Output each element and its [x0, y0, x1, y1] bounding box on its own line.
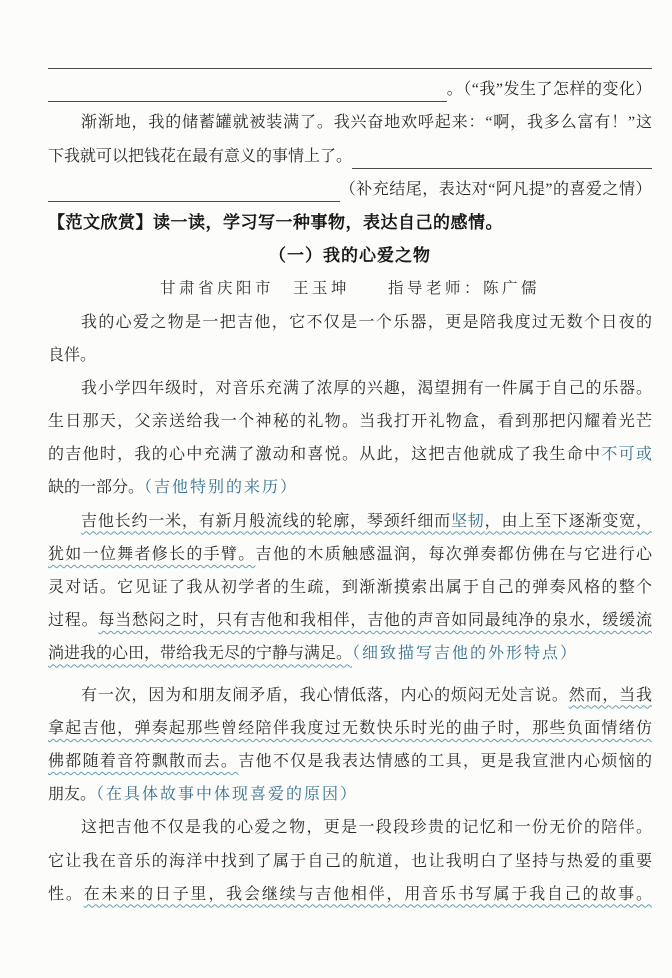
essay-text: 的吉他时，我的心中充满了激动和喜悦。从此，这把吉他就成了我生命中 — [48, 446, 602, 464]
essay-text: 过程。 — [48, 612, 99, 630]
highlighted-essay-text: 犹如一位舞者修长的手臂。 — [48, 545, 256, 563]
answer-blank-rule — [48, 173, 340, 202]
scanned-workbook-page — [48, 40, 652, 911]
essay-text-line — [48, 845, 652, 878]
answer-blank-with-hint — [48, 73, 652, 106]
essay-text-line — [48, 106, 652, 139]
essay-text: 生日那天，父亲送给我一个神秘的礼物。当我打开礼物盒，看到那把闪耀着光芒 — [48, 413, 652, 431]
essay-title — [48, 239, 652, 272]
section-heading-text: 【范文欣赏】读一读，学习写一种事物，表达自己的感情。 — [48, 212, 503, 232]
essay-byline-text: 甘肃省庆阳市 王玉坤 指导老师：陈广儒 — [159, 280, 540, 298]
essay-text: 良伴。 — [48, 346, 97, 364]
answer-blank-rule — [352, 140, 652, 169]
annotation-text: （细致描写吉他的外形特点） — [352, 645, 579, 663]
annotation-text: 不可或 — [601, 446, 652, 464]
hint-text: （补充结尾，表达对“阿凡提”的喜爱之情） — [339, 180, 652, 198]
essay-text-line — [48, 679, 652, 712]
essay-text: 性。 — [48, 885, 84, 903]
answer-blank-rule — [48, 73, 447, 102]
essay-text: 吉他的木质触感温润，每次弹奏都仿佛在与它进行心 — [255, 545, 652, 563]
essay-text: 灵对话。它见证了我从初学者的生疏，到渐渐摸索出属于自己的弹奏风格的整个 — [48, 579, 652, 596]
answer-blank-rule — [48, 40, 652, 69]
essay-text-line — [48, 878, 652, 911]
essay-text: 有一次，因为和朋友闹矛盾，我心情低落，内心的烦闷无处言说。 — [81, 686, 569, 704]
highlighted-essay-text: 每当愁闷之时，只有吉他和我相伴，吉他的声音如同最纯净的泉水，缓缓流 — [98, 612, 652, 630]
essay-byline — [48, 272, 652, 305]
highlighted-essay-text: ，由上至下逐渐变宽， — [484, 512, 652, 530]
section-heading — [48, 206, 652, 239]
essay-text: 这把吉他不仅是我的心爱之物，更是一段段珍贵的记忆和一份无价的陪伴。 — [81, 819, 652, 837]
answer-blank-line — [48, 40, 652, 73]
essay-text: 我小学四年级时，对音乐充满了浓厚的兴趣，渴望拥有一件属于自己的乐器。 — [81, 379, 652, 397]
essay-text: 渐渐地，我的储蓄罐就被装满了。我兴奋地欢呼起来：“啊，我多么富有！”这 — [81, 114, 652, 132]
essay-text-line — [48, 571, 652, 604]
essay-text-line — [48, 339, 652, 372]
highlighted-essay-text: 淌进我的心田，带给我无尽的宁静与满足。 — [48, 645, 353, 663]
essay-title-text: （一）我的心爱之物 — [269, 246, 431, 266]
essay-text-line — [48, 471, 652, 504]
essay-text: 我的心爱之物是一把吉他，它不仅是一个乐器，更是陪我度过无数个日夜的 — [81, 313, 652, 331]
highlighted-essay-text: 然而，当我 — [568, 686, 652, 704]
annotation-text: （在具体故事中体现喜爱的原因） — [96, 786, 359, 804]
annotation-text: （吉他特别的来历） — [144, 479, 299, 497]
answer-blank-with-hint — [48, 173, 652, 206]
essay-text: 下我就可以把钱花在最有意义的事情上了。 — [48, 147, 353, 165]
essay-text: 朋友。 — [48, 786, 97, 804]
essay-text-line — [48, 505, 652, 538]
highlighted-essay-text: 拿起吉他，弹奏起那些曾经陪伴我度过无数快乐时光的曲子时，那些负面情绪仿 — [48, 719, 652, 737]
annotation-text: 坚韧 — [450, 512, 485, 530]
essay-text-line — [48, 604, 652, 637]
essay-text-line-with-blank — [48, 140, 652, 173]
essay-text: 它让我在音乐的海洋中找到了属于自己的航道，也让我明白了坚持与热爱的重要 — [48, 852, 652, 870]
essay-text: 缺的一部分。 — [48, 479, 145, 497]
essay-text-line — [48, 778, 652, 811]
highlighted-essay-text: 佛都随着音符飘散而去。 — [48, 752, 239, 770]
essay-text-line — [48, 712, 652, 745]
essay-text-line — [48, 438, 652, 471]
essay-text-line — [48, 372, 652, 405]
essay-text-line — [48, 538, 652, 571]
essay-text-line — [48, 306, 652, 339]
essay-text-line — [48, 637, 652, 670]
essay-text-line — [48, 745, 652, 778]
highlighted-essay-text: 吉他长约一米，有新月般流线的轮廓，琴颈纤细而 — [81, 512, 451, 530]
highlighted-essay-text: 在未来的日子里，我会继续与吉他相伴，用音乐书写属于我自己的故事。 — [83, 885, 652, 903]
essay-text-line — [48, 405, 652, 438]
hint-text: 。（“我”发生了怎样的变化） — [446, 81, 652, 99]
essay-text-line — [48, 811, 652, 844]
essay-text: 吉他不仅是我表达情感的工具，更是我宣泄内心烦恼的 — [238, 752, 652, 770]
